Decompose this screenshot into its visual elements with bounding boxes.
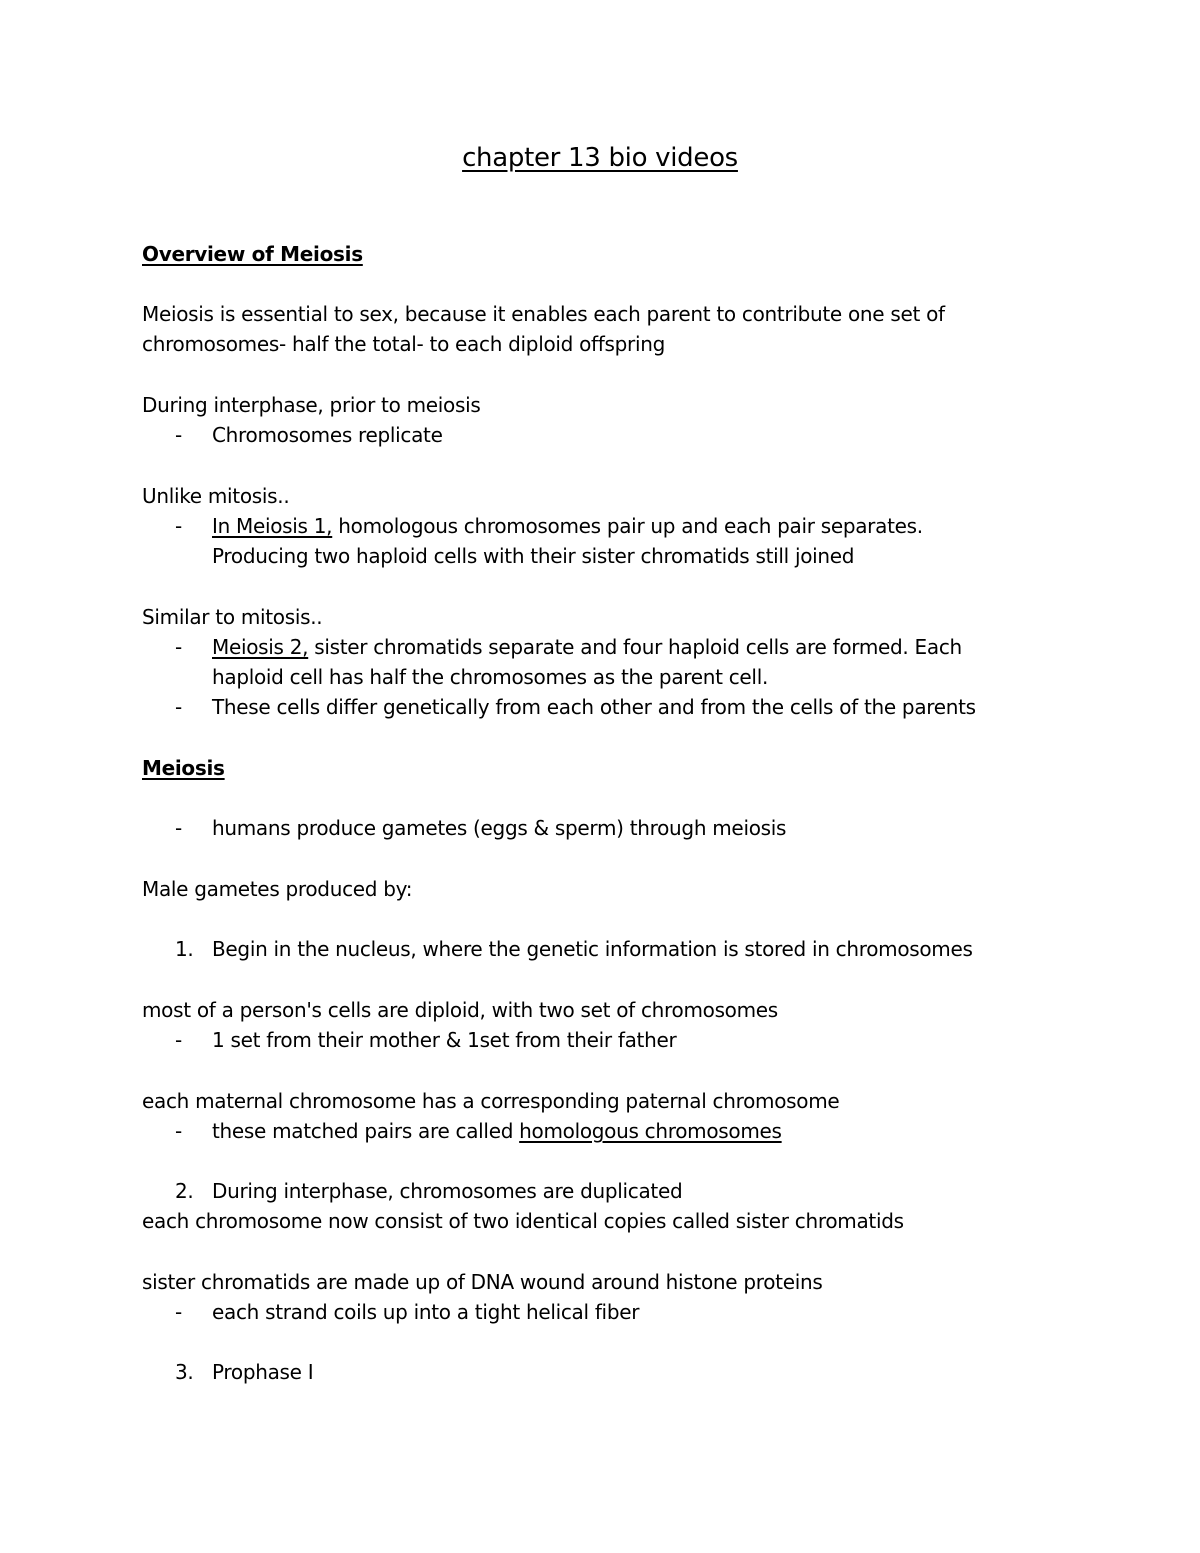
bullet-text: In Meiosis 1, homologous chromosomes pair up and each pair separates. — [212, 514, 923, 538]
bullet-text: humans produce gametes (eggs & sperm) through meiosis — [212, 816, 787, 840]
bullet-dash: - — [175, 1028, 182, 1052]
bullet-text: these matched pairs are called homologous chromosomes — [212, 1119, 782, 1143]
underlined-term: homologous chromosomes — [519, 1119, 782, 1143]
paragraph-line: chromosomes- half the total- to each diploid offspring — [142, 332, 665, 356]
bullet-text: each strand coils up into a tight helical fiber — [212, 1300, 640, 1324]
bullet-dash: - — [175, 695, 182, 719]
bullet-dash: - — [175, 423, 182, 447]
underlined-term: In Meiosis 1, — [212, 514, 333, 538]
paragraph-line: During interphase, prior to meiosis — [142, 393, 481, 417]
list-number: 2. — [175, 1179, 194, 1203]
bullet-text: 1 set from their mother & 1set from their father — [212, 1028, 677, 1052]
numbered-item-text: Prophase I — [212, 1360, 314, 1384]
paragraph-line: Unlike mitosis.. — [142, 484, 290, 508]
bullet-text: Producing two haploid cells with their sister chromatids still joined — [212, 544, 855, 568]
paragraph-line: each chromosome now consist of two identical copies called sister chromatids — [142, 1209, 904, 1233]
paragraph-line: Similar to mitosis.. — [142, 605, 323, 629]
paragraph-line: Meiosis is essential to sex, because it enables each parent to contribute one set of — [142, 302, 945, 326]
bullet-dash: - — [175, 1300, 182, 1324]
bullet-dash: - — [175, 1119, 182, 1143]
list-number: 1. — [175, 937, 194, 961]
paragraph-line: most of a person's cells are diploid, with two set of chromosomes — [142, 998, 778, 1022]
bullet-text: haploid cell has half the chromosomes as the parent cell. — [212, 665, 769, 689]
bullet-dash: - — [175, 635, 182, 659]
numbered-item-text: Begin in the nucleus, where the genetic information is stored in chromosomes — [212, 937, 973, 961]
list-number: 3. — [175, 1360, 194, 1384]
bullet-text: Meiosis 2, sister chromatids separate and four haploid cells are formed. Each — [212, 635, 962, 659]
section-heading-overview: Overview of Meiosis — [142, 242, 363, 266]
bullet-text: These cells differ genetically from each other and from the cells of the parents — [212, 695, 976, 719]
numbered-item-text: During interphase, chromosomes are duplicated — [212, 1179, 683, 1203]
paragraph-line: sister chromatids are made up of DNA wound around histone proteins — [142, 1270, 823, 1294]
bullet-dash: - — [175, 514, 182, 538]
bullet-text: Chromosomes replicate — [212, 423, 443, 447]
section-heading-meiosis: Meiosis — [142, 756, 225, 780]
bullet-dash: - — [175, 816, 182, 840]
paragraph-line: Male gametes produced by: — [142, 877, 413, 901]
document-title: chapter 13 bio videos — [462, 143, 738, 173]
underlined-term: Meiosis 2, — [212, 635, 309, 659]
paragraph-line: each maternal chromosome has a corresponding paternal chromosome — [142, 1089, 840, 1113]
